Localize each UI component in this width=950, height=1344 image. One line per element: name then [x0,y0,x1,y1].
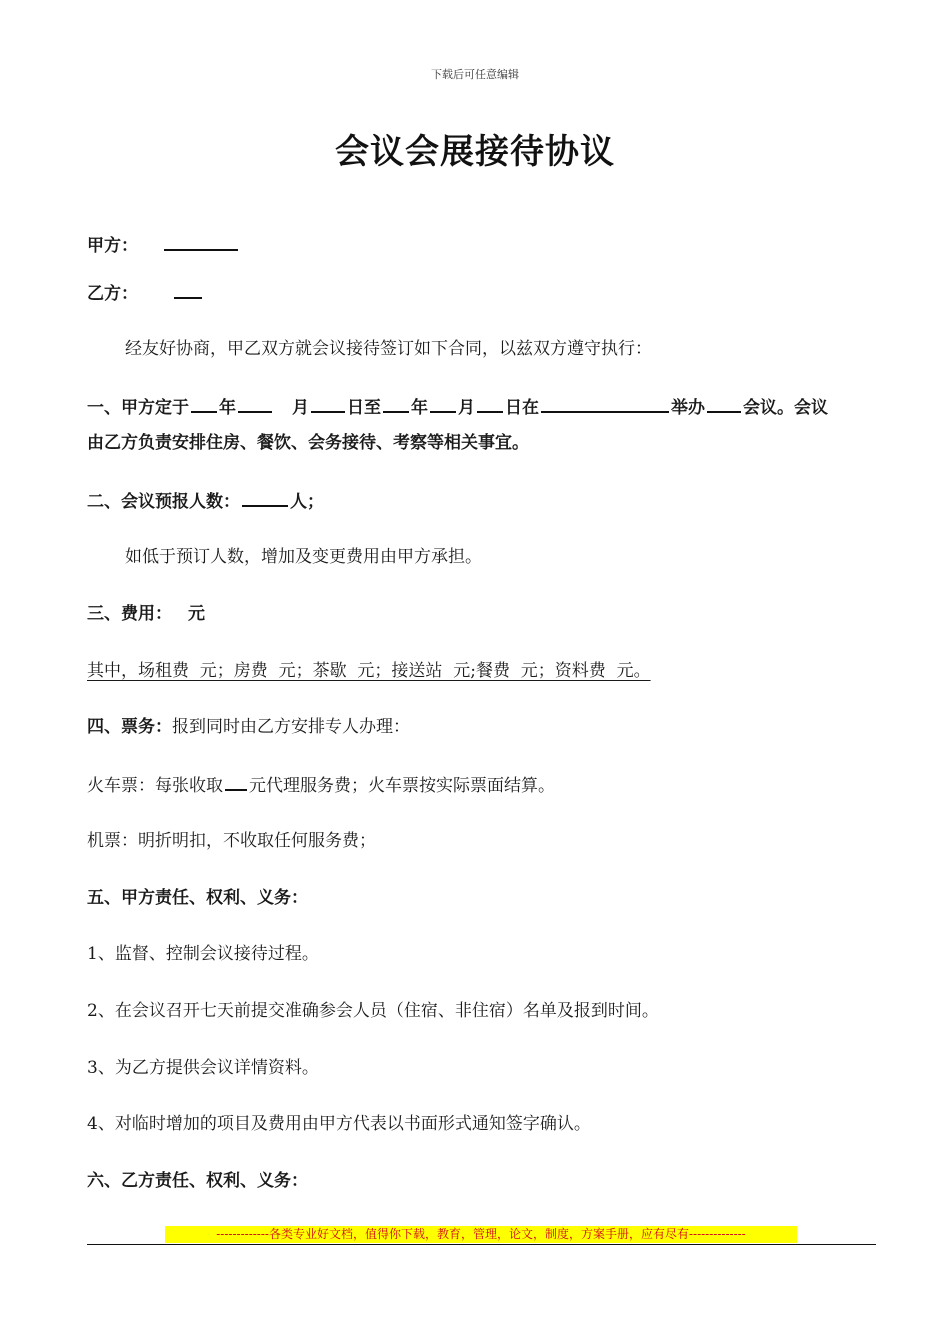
party-a-line [87,233,240,257]
party-a-label: 甲方： [87,236,138,256]
party-b-blank [174,281,202,299]
s1-text-5: 年 [411,398,428,418]
s1-text-6: 月 [458,398,475,418]
blank-year-end [383,395,409,413]
list-item: 4、对临时增加的项目及费用由甲方代表以书面形式通知签字确认。 [87,1114,591,1134]
blank-meeting-name [707,395,741,413]
s1-text-3: 月 [292,398,309,418]
section-5-heading: 五、甲方责任、权利、义务： [87,888,308,908]
section-6-heading: 六、乙方责任、权利、义务： [87,1171,308,1191]
fee-breakdown: 其中，场租费 元；房费 元；茶歇 元；接送站 元;餐费 元；资料费 元。 [87,661,651,681]
train-text-1: 火车票：每张收取 [87,776,223,796]
section-4-line [87,716,410,738]
list-item: 3、为乙方提供会议详情资料。 [87,1058,319,1078]
air-ticket-line: 机票：明折明扣，不收取任何服务费； [87,831,376,851]
s1-text-2: 年 [219,398,236,418]
list-item: 1、监督、控制会议接待过程。 [87,944,319,964]
document-title: 会议会展接待协议 [335,132,615,172]
blank-month-start [238,395,272,413]
header-note: 下载后可任意编辑 [431,68,519,81]
s3-label: 三、费用： [87,604,172,624]
blank-attendee-count [242,489,288,507]
party-a-blank [164,233,238,251]
party-b-label: 乙方： [87,284,138,304]
section-2-note: 如低于预订人数，增加及变更费用由甲方承担。 [125,547,482,567]
blank-train-fee [225,773,247,791]
section-1-line-1 [87,395,828,419]
section-2-line [87,489,324,513]
s4-text: 报到同时由乙方安排专人办理： [172,717,410,737]
s1-text-8: 举办 [671,398,705,418]
train-text-2: 元代理服务费；火车票按实际票面结算。 [249,776,555,796]
blank-month-end [430,395,456,413]
s4-label: 四、票务： [87,717,172,737]
s1-text-4: 日至 [347,398,381,418]
blank-day-end [477,395,503,413]
s2-label: 二、会议预报人数： [87,492,240,512]
s1-text-7: 日在 [505,398,539,418]
footer-banner: -------------各类专业好文档，值得你下载，教育，管理，论文，制度，方案手册，应有尽有-------------- [165,1226,797,1243]
intro-paragraph: 经友好协商，甲乙双方就会议接待签订如下合同，以兹双方遵守执行： [125,339,652,359]
footer-divider [87,1244,876,1245]
s1-text-1: 一、甲方定于 [87,398,189,418]
section-3-line [87,603,205,625]
s1-text-9: 会议。会议 [743,398,828,418]
blank-year-start [191,395,217,413]
s2-unit: 人； [290,492,324,512]
blank-venue [541,395,669,413]
s3-unit: 元 [188,604,205,624]
party-b-line [87,281,204,305]
section-1-line-2: 由乙方负责安排住房、餐饮、会务接待、考察等相关事宜。 [87,433,529,453]
blank-day-start [311,395,345,413]
train-ticket-line [87,773,555,797]
list-item: 2、在会议召开七天前提交准确参会人员（住宿、非住宿）名单及报到时间。 [87,1001,659,1021]
